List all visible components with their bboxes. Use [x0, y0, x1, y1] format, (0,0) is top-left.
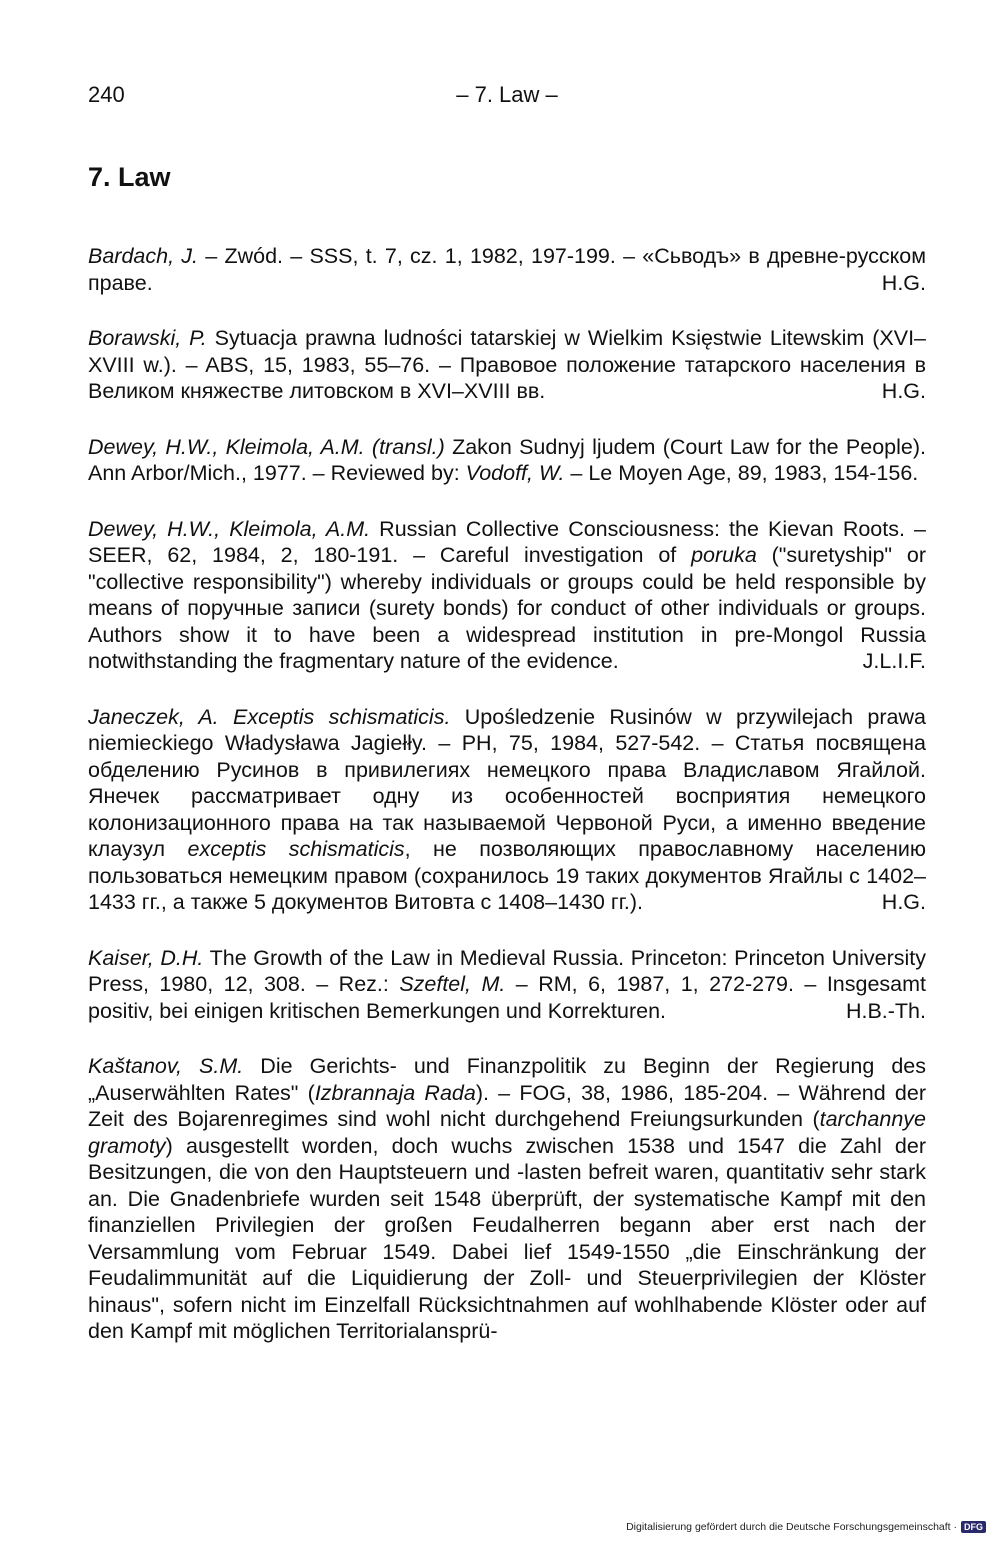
- entry-text: , не позволяющих православному населению пользоваться немецким правом (сохранилось 19 таких документов Ягайлы с 1402–1433 гг., а также 5 документов Витовта с 1408–1430 гг.).: [88, 837, 926, 914]
- footer-text: Digitalisierung gefördert durch die Deutsche Forschungsgemeinschaft ·: [626, 1521, 957, 1533]
- italic-term: Izbrannaja Rada: [314, 1080, 476, 1105]
- entry-author: Janeczek, A. Exceptis schismaticis.: [88, 704, 451, 729]
- entry-text: Russian Collective Consciousness: the Kievan Roots. – SEER, 62, 1984, 2, 180-191. – Careful investigation of: [88, 516, 926, 567]
- bibliography-entry: [88, 434, 926, 487]
- page-header: [88, 82, 926, 112]
- reviewer-initials: H.B.-Th.: [845, 998, 926, 1023]
- italic-term: poruka: [691, 543, 757, 567]
- entry-text: ) ausgestellt worden, doch wuchs zwischen 1538 und 1547 die Zahl der Besitzungen, die von den Hauptsteuern und -lasten befreit waren, quantitativ sehr stark an. Die Gnadenbriefe wurden seit 1548 überprüft, der systematische Kampf mit den finanziellen Privilegien der großen Feudalherren begann aber erst nach der Versammlung vom Februar 1549. Dabei lief 1549-1550 „die Einschränkung der Feudalimmunität auf die Liquidierung der Zoll- und Steuerprivilegien der Klöster hinaus", sofern nicht im Einzelfall Rücksichtnahmen auf wohlhabende Klöster oder auf den Kampf mit möglichen Territorialansprü-: [88, 1133, 926, 1343]
- entry-text: ). – FOG, 38, 1986, 185-204. – Während der Zeit des Bojarenregimes sind wohl nicht durchgehend Freiungsurkunden (: [88, 1080, 926, 1131]
- bibliography-entry: [88, 945, 926, 1025]
- bibliography-entry: [88, 704, 926, 916]
- bibliography-entry: [88, 1053, 926, 1345]
- italic-term: exceptis schismaticis: [187, 837, 405, 861]
- entry-text: – Le Moyen Age, 89, 1983, 154-156.: [564, 461, 919, 485]
- running-head: – 7. Law –: [456, 82, 558, 107]
- entry-text: ("suretyship" or "collective responsibility") whereby individuals or groups could be held responsible by means of поручные записи (surety bonds) for conduct of other individuals or groups. Authors show it to have been a widespread institution in pre-Mongol Russia notwithstanding the fragmentary nature of the evidence.: [88, 543, 926, 673]
- reviewer-name: Szeftel, M.: [399, 972, 506, 996]
- entry-text: Sytuacja prawna ludności tatarskiej w Wielkim Księstwie Litewskim (XVI–XVIII w.). – ABS, 15, 1983, 55–76. – Правовое положение татарского населения в Великом княжестве литовском в XVI–XVIII вв.: [88, 326, 926, 403]
- reviewer-initials: H.G.: [881, 890, 926, 914]
- bibliography-entry: [88, 243, 926, 296]
- entry-author: Kaiser, D.H.: [88, 945, 204, 970]
- entry-text: The Growth of the Law in Medieval Russia. Princeton: Princeton University Press, 1980, 12, 308. – Rez.:: [88, 945, 926, 996]
- dfg-logo-icon: DFG: [961, 1521, 986, 1533]
- bibliography-entry: [88, 325, 926, 405]
- entry-author: Bardach, J.: [88, 244, 199, 268]
- italic-term: tarchannye gramoty: [88, 1107, 926, 1158]
- reviewer-initials: H.G.: [881, 379, 926, 403]
- bibliography-entries: [88, 243, 926, 1374]
- bibliography-entry: [88, 516, 926, 675]
- entry-text: Die Gerichts- und Finanzpolitik zu Beginn der Regierung des „Auserwählten Rates" (: [88, 1054, 926, 1105]
- digitization-footer: [626, 1521, 986, 1533]
- entry-text: – RM, 6, 1987, 1, 272-279. – Insgesamt positiv, bei einigen kritischen Bemerkungen und Korrekturen.: [88, 972, 927, 1023]
- entry-author: Dewey, H.W., Kleimola, A.M.: [88, 516, 371, 541]
- entry-text: Upośledzenie Rusinów w przywilejach prawa niemieckiego Władysława Jagiełły. – PH, 75, 1984, 527-542. – Статья посвящена обделению Русинов в привилегиях немецкого права Владиславом Ягайлой. Янечек рассматривает одну из особенностей восприятия немецкого колонизационного права на так называемой Червоной Руси, а именно введение клаузул: [88, 704, 926, 861]
- entry-text: Zakon Sudnyj ljudem (Court Law for the People). Ann Arbor/Mich., 1977. – Reviewed by:: [88, 434, 926, 485]
- reviewer-initials: J.L.I.F.: [862, 649, 926, 673]
- entry-author: Kaštanov, S.M.: [88, 1054, 244, 1078]
- section-title: 7. Law: [88, 162, 171, 192]
- reviewer-name: Vodoff, W.: [465, 461, 565, 485]
- entry-author: Borawski, P.: [88, 326, 207, 350]
- page-number: 240: [88, 82, 125, 107]
- entry-text: – Zwód. – SSS, t. 7, cz. 1, 1982, 197-199. – «Сьводъ» в древне-русском праве.: [88, 244, 927, 295]
- reviewer-initials: H.G.: [881, 270, 926, 295]
- entry-author: Dewey, H.W., Kleimola, A.M. (transl.): [88, 434, 445, 459]
